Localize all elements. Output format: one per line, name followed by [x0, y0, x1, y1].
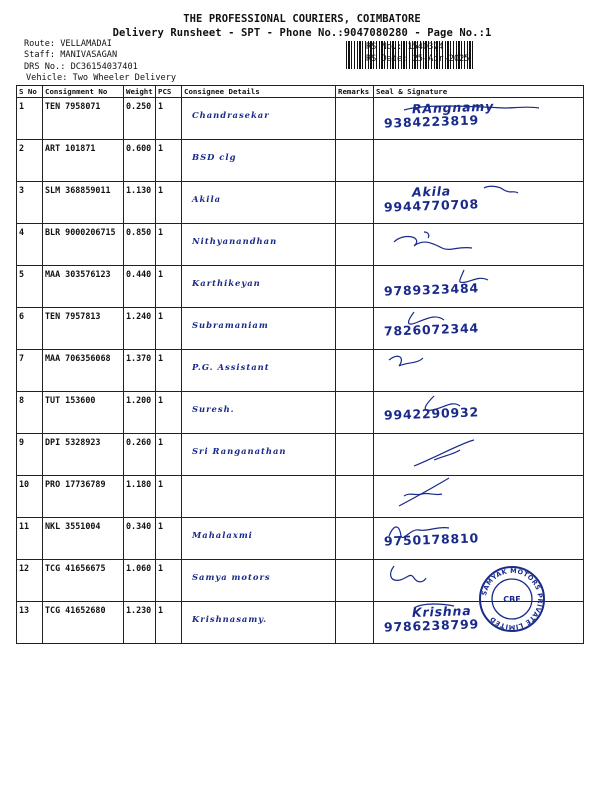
table-row: [17, 224, 584, 266]
cell-signature: [374, 224, 584, 266]
cell-pcs: 1: [156, 140, 182, 182]
cell-sno: 4: [17, 224, 43, 266]
cell-consignment-no: PRO 17736789: [43, 476, 124, 518]
cell-remarks: [336, 98, 374, 140]
company-seal-stamp: [478, 565, 546, 633]
cell-remarks: [336, 266, 374, 308]
cell-signature: [374, 98, 584, 140]
vehicle-label: Vehicle: Two Wheeler Delivery: [26, 73, 177, 83]
handwritten-consignee: Akila: [192, 194, 222, 204]
cell-weight: 1.370: [124, 350, 156, 392]
cell-consignee: [182, 266, 336, 308]
cell-consignment-no: TEN 7957813: [43, 308, 124, 350]
cell-consignee: [182, 518, 336, 560]
handwritten-phone: 9750178810: [383, 530, 480, 549]
cell-sno: 10: [17, 476, 43, 518]
cell-pcs: 1: [156, 308, 182, 350]
handwritten-phone: 9786238799: [383, 616, 480, 635]
cell-weight: 1.060: [124, 560, 156, 602]
handwritten-consignee: Subramaniam: [192, 320, 269, 330]
cell-consignment-no: NKL 3551004: [43, 518, 124, 560]
cell-consignee: [182, 434, 336, 476]
cell-weight: 1.230: [124, 602, 156, 644]
signature-scribble: [374, 140, 582, 178]
cell-weight: 0.340: [124, 518, 156, 560]
cell-weight: 1.130: [124, 182, 156, 224]
cell-remarks: [336, 350, 374, 392]
signature-scribble: [374, 224, 582, 262]
cell-consignment-no: DPI 5328923: [43, 434, 124, 476]
staff-label: Staff: MANIVASAGAN: [24, 50, 118, 60]
cell-signature: [374, 434, 584, 476]
cell-consignee: [182, 182, 336, 224]
cell-remarks: [336, 518, 374, 560]
cell-signature: [374, 182, 584, 224]
cell-remarks: [336, 602, 374, 644]
col-pcs: PCS: [156, 86, 182, 98]
cell-sno: 11: [17, 518, 43, 560]
rs-number: RS No.: 1540374: [366, 42, 444, 52]
handwritten-consignee: Karthikeyan: [192, 278, 261, 288]
cell-remarks: [336, 224, 374, 266]
svg-text:CBE: CBE: [503, 595, 521, 604]
handwritten-phone: 9789323484: [383, 280, 480, 299]
cell-remarks: [336, 476, 374, 518]
cell-consignment-no: ART 101871: [43, 140, 124, 182]
cell-consignee: [182, 98, 336, 140]
handwritten-phone: 9942290932: [383, 404, 480, 423]
cell-consignment-no: SLM 368859011: [43, 182, 124, 224]
cell-signature: [374, 476, 584, 518]
cell-remarks: [336, 308, 374, 350]
handwritten-consignee: Nithyanandhan: [192, 236, 278, 246]
cell-pcs: 1: [156, 224, 182, 266]
table-row: [17, 476, 584, 518]
handwritten-consignee: Samya motors: [192, 572, 271, 582]
rs-date: RS Date: 25-Apr-2025: [366, 54, 470, 64]
cell-signature: [374, 350, 584, 392]
cell-weight: 0.440: [124, 266, 156, 308]
cell-consignment-no: TCG 41652680: [43, 602, 124, 644]
route-label: Route: VELLAMADAI: [24, 39, 112, 49]
cell-consignment-no: MAA 303576123: [43, 266, 124, 308]
handwritten-signature: Krishna: [411, 602, 472, 621]
col-consignee: Consignee Details: [182, 86, 336, 98]
table-row: [17, 98, 584, 140]
col-weight: Weight: [124, 86, 156, 98]
cell-signature: [374, 266, 584, 308]
table-header-row: [17, 86, 584, 98]
cell-consignee: [182, 140, 336, 182]
cell-consignment-no: TEN 7958071: [43, 98, 124, 140]
handwritten-consignee: P.G. Assistant: [192, 362, 270, 372]
table-row: [17, 182, 584, 224]
cell-pcs: 1: [156, 392, 182, 434]
cell-weight: 0.260: [124, 434, 156, 476]
col-consignment: Consignment No: [43, 86, 124, 98]
runsheet-table: [16, 85, 584, 644]
handwritten-consignee: BSD clg: [192, 152, 237, 162]
table-row: [17, 266, 584, 308]
cell-weight: 0.600: [124, 140, 156, 182]
cell-consignment-no: MAA 706356068: [43, 350, 124, 392]
runsheet-subtitle: Delivery Runsheet - SPT - Phone No.:9047080280 - Page No.:1: [112, 27, 492, 39]
handwritten-phone: 9384223819: [383, 112, 480, 131]
cell-pcs: 1: [156, 266, 182, 308]
cell-weight: 1.180: [124, 476, 156, 518]
handwritten-consignee: Krishnasamy.: [192, 614, 268, 624]
cell-consignment-no: TCG 41656675: [43, 560, 124, 602]
table-row: [17, 392, 584, 434]
cell-consignment-no: TUT 153600: [43, 392, 124, 434]
cell-consignee: [182, 602, 336, 644]
handwritten-signature: Akila: [411, 183, 452, 200]
cell-sno: 13: [17, 602, 43, 644]
table-row: [17, 434, 584, 476]
handwritten-signature: RAngnamy: [411, 98, 495, 117]
handwritten-phone: 9944770708: [383, 196, 480, 215]
cell-weight: 1.200: [124, 392, 156, 434]
cell-signature: [374, 140, 584, 182]
handwritten-phone: 7826072344: [383, 320, 480, 339]
cell-sno: 9: [17, 434, 43, 476]
cell-signature: [374, 392, 584, 434]
cell-remarks: [336, 434, 374, 476]
handwritten-consignee: Mahalaxmi: [192, 530, 253, 540]
cell-remarks: [336, 392, 374, 434]
col-remarks: Remarks: [336, 86, 374, 98]
cell-sno: 1: [17, 98, 43, 140]
table-row: [17, 308, 584, 350]
signature-scribble: [374, 434, 582, 472]
table-row: [17, 350, 584, 392]
cell-remarks: [336, 182, 374, 224]
cell-pcs: 1: [156, 560, 182, 602]
svg-text:SAMYAK MOTORS PRIVATE LIMITED: SAMYAK MOTORS PRIVATE LIMITED: [480, 566, 545, 632]
cell-sno: 7: [17, 350, 43, 392]
col-signature: Seal & Signature: [374, 86, 584, 98]
handwritten-consignee: Sri Ranganathan: [192, 446, 287, 456]
table-row: [17, 140, 584, 182]
cell-remarks: [336, 140, 374, 182]
cell-sno: 6: [17, 308, 43, 350]
cell-consignee: [182, 476, 336, 518]
cell-consignee: [182, 560, 336, 602]
cell-weight: 0.250: [124, 98, 156, 140]
cell-sno: 5: [17, 266, 43, 308]
cell-consignee: [182, 392, 336, 434]
cell-consignee: [182, 308, 336, 350]
cell-pcs: 1: [156, 98, 182, 140]
cell-pcs: 1: [156, 518, 182, 560]
cell-consignment-no: BLR 9000206715: [43, 224, 124, 266]
cell-sno: 8: [17, 392, 43, 434]
cell-pcs: 1: [156, 350, 182, 392]
cell-sno: 12: [17, 560, 43, 602]
drs-number: DRS No.: DC36154037401: [24, 62, 138, 72]
cell-pcs: 1: [156, 476, 182, 518]
cell-sno: 2: [17, 140, 43, 182]
cell-pcs: 1: [156, 182, 182, 224]
cell-consignee: [182, 224, 336, 266]
handwritten-consignee: Suresh.: [192, 404, 235, 414]
col-sno: S No: [17, 86, 43, 98]
cell-sno: 3: [17, 182, 43, 224]
signature-scribble: [374, 350, 582, 388]
cell-pcs: 1: [156, 602, 182, 644]
cell-consignee: [182, 350, 336, 392]
cell-signature: [374, 308, 584, 350]
signature-scribble: [374, 476, 582, 514]
cell-remarks: [336, 560, 374, 602]
handwritten-consignee: Chandrasekar: [192, 110, 270, 120]
cell-weight: 1.240: [124, 308, 156, 350]
cell-signature: [374, 518, 584, 560]
cell-weight: 0.850: [124, 224, 156, 266]
table-row: [17, 518, 584, 560]
cell-pcs: 1: [156, 434, 182, 476]
company-title: THE PROFESSIONAL COURIERS, COIMBATORE: [183, 13, 421, 25]
